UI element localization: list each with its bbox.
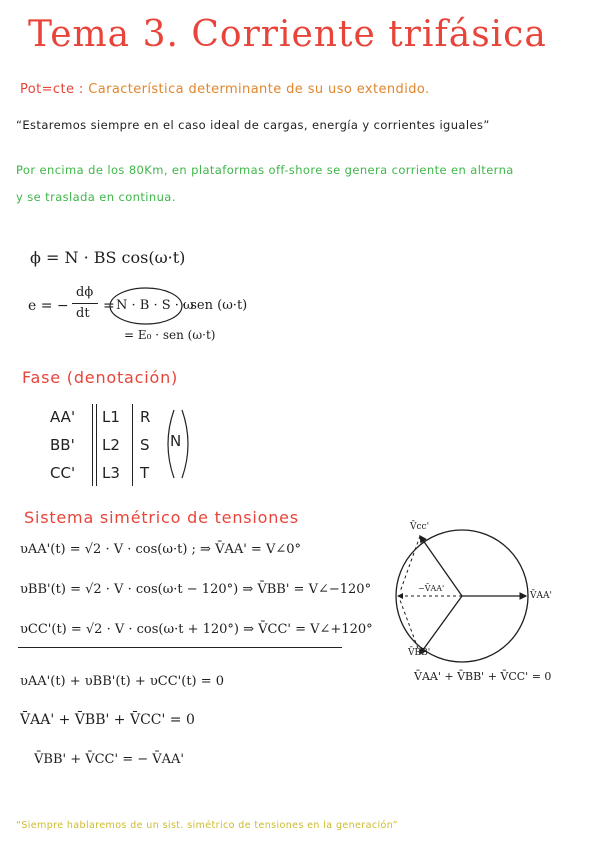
table-divider-3	[132, 404, 133, 486]
pot-line	[20, 82, 430, 97]
phase-pair-bb: BB'	[50, 436, 75, 454]
voltage-eq-aa: υAA'(t) = √2 · V · cos(ω·t) ; ⇒ V̄AA' = V∠0°	[20, 542, 302, 557]
page-title: Tema 3. Corriente trifásica	[28, 14, 547, 55]
section-divider	[18, 647, 342, 648]
phase-letter-t: T	[140, 464, 150, 482]
table-divider-1	[92, 404, 93, 486]
neutral-letter: N	[170, 432, 182, 450]
phase-heading: Fase (denotación)	[22, 368, 179, 387]
offshore-text-line1: Por encima de los 80Km, en plataformas off-shore se genera corriente en alterna	[16, 163, 514, 177]
sum-instantaneous: υAA'(t) + υBB'(t) + υCC'(t) = 0	[20, 674, 225, 689]
sum-phasors: V̄AA' + V̄BB' + V̄CC' = 0	[20, 712, 195, 728]
emf-second-line: = E₀ · sen (ω·t)	[124, 328, 216, 342]
vector-bb	[420, 596, 462, 654]
pot-text: Característica determinante de su uso extendido.	[88, 82, 430, 97]
emf-fraction-denominator: dt	[76, 306, 90, 321]
table-divider-2	[96, 404, 97, 486]
phase-pair-cc: CC'	[50, 464, 76, 482]
footer-quote: “Siempre hablaremos de un sist. simétrico de tensiones en la generación”	[16, 820, 398, 831]
emf-right: · sen (ω·t)	[182, 298, 248, 313]
offshore-text-line2: y se traslada en continua.	[16, 190, 176, 204]
pot-label: Pot=cte :	[20, 82, 84, 97]
phasor-sum-caption: V̄AA' + V̄BB' + V̄CC' = 0	[414, 670, 552, 683]
voltage-eq-bb: υBB'(t) = √2 · V · cos(ω·t − 120°) ⇒ V̄BB' = V∠−120°	[20, 582, 372, 597]
sum-bb-cc: V̄BB' + V̄CC' = − V̄AA'	[34, 752, 185, 767]
emf-fraction-numerator: dϕ	[76, 285, 94, 300]
construction-line-1	[400, 536, 420, 592]
phase-letter-s: S	[140, 436, 150, 454]
label-vcc: V̄cc'	[410, 522, 430, 532]
label-vaa: V̄AA'	[530, 591, 552, 601]
emf-left: e = −	[28, 298, 69, 314]
phase-table	[46, 398, 206, 494]
emf-equals: =	[103, 298, 115, 314]
fraction-bar	[72, 303, 98, 304]
phase-line-1: L1	[102, 408, 120, 426]
symmetric-heading: Sistema simétrico de tensiones	[24, 508, 299, 527]
phase-line-2: L2	[102, 436, 120, 454]
emf-circled-term: N · B · S · ω	[116, 298, 194, 313]
phasor-diagram	[390, 520, 550, 690]
label-vbb: V̄BB'	[408, 648, 431, 658]
phase-letter-r: R	[140, 408, 151, 426]
label-neg-vaa: −V̄AA'	[418, 584, 445, 593]
phase-pair-aa: AA'	[50, 408, 76, 426]
voltage-eq-cc: υCC'(t) = √2 · V · cos(ω·t + 120°) ⇒ V̄CC' = V∠+120°	[20, 622, 373, 637]
flux-equation: ϕ = N · BS cos(ω·t)	[30, 248, 186, 267]
neutral-bracket-right	[176, 408, 198, 480]
phase-line-3: L3	[102, 464, 120, 482]
ideal-case-quote: “Estaremos siempre en el caso ideal de cargas, energía y corrientes iguales”	[16, 118, 490, 132]
